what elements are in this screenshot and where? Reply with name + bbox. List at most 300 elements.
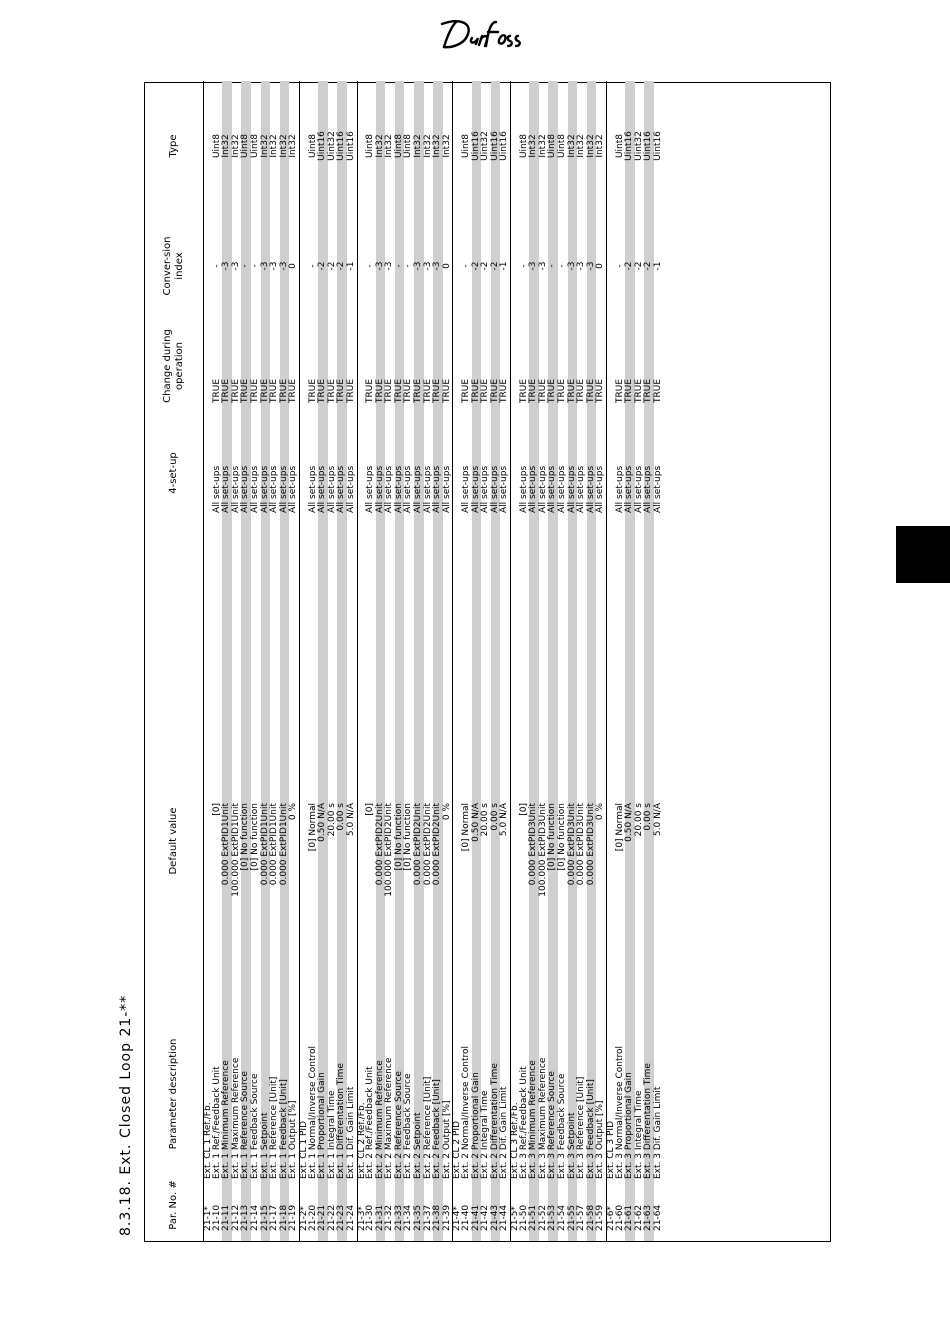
setup-value: All set-ups xyxy=(374,465,385,513)
parameter-description: Ext. 2 Reference [Unit] xyxy=(422,1076,433,1179)
default-value: [0] No function xyxy=(393,803,404,871)
setup-value: All set-ups xyxy=(556,465,567,513)
setup-value: All set-ups xyxy=(499,465,510,513)
setup-value: All set-ups xyxy=(528,465,539,513)
par-number: 21-63 xyxy=(643,1204,654,1231)
table-row xyxy=(539,81,549,1241)
default-value: [0] No function xyxy=(249,803,260,871)
default-value: 0.000 ExtPID3Unit xyxy=(576,803,587,886)
setup-value: All set-ups xyxy=(480,465,491,513)
par-number: 21-31 xyxy=(374,1204,385,1231)
par-number: 21-37 xyxy=(422,1204,433,1231)
par-number: 21-15 xyxy=(259,1204,270,1231)
parameter-description: Ext. 3 Differentation Time xyxy=(643,1063,654,1179)
default-value: 0.000 ExtPID2Unit xyxy=(374,803,385,886)
data-type: Uint8 xyxy=(307,133,318,159)
conversion-index: 0 xyxy=(288,263,299,269)
conversion-index: -3 xyxy=(537,261,548,271)
parameter-description: Ext. 1 Maximum Reference xyxy=(230,1057,241,1179)
setup-value: All set-ups xyxy=(317,465,328,513)
conversion-index: -2 xyxy=(470,261,481,271)
table-row xyxy=(625,81,635,1241)
conversion-index: -3 xyxy=(422,261,433,271)
table-row xyxy=(568,81,578,1241)
parameter-description: Ext. 2 Proportional Gain xyxy=(470,1072,481,1179)
change-during-operation: TRUE xyxy=(432,378,443,403)
setup-value: All set-ups xyxy=(288,465,299,513)
par-number: 21-54 xyxy=(556,1204,567,1231)
parameter-description: Ext. 2 Integral Time xyxy=(480,1090,491,1179)
conversion-index: - xyxy=(556,264,567,268)
parameter-description: Ext. 3 Output [%] xyxy=(595,1100,606,1179)
par-number: 21-3* xyxy=(356,1206,367,1231)
par-number: 21-38 xyxy=(432,1204,443,1231)
table-row xyxy=(424,81,434,1241)
data-type: Int32 xyxy=(595,134,606,158)
par-number: 21-12 xyxy=(230,1204,241,1231)
parameter-description: Ext. CL 2 Ref./Fb. xyxy=(356,1102,367,1179)
data-type: Int32 xyxy=(374,134,385,158)
table-row xyxy=(491,81,501,1241)
change-during-operation: TRUE xyxy=(345,378,356,403)
par-number: 21-30 xyxy=(365,1204,376,1231)
par-number: 21-34 xyxy=(403,1204,414,1231)
conversion-index: -2 xyxy=(633,261,644,271)
change-during-operation: TRUE xyxy=(547,378,558,403)
default-value: 0 % xyxy=(595,803,606,821)
parameter-description: Ext. 2 Output [%] xyxy=(441,1100,452,1179)
par-number: 21-41 xyxy=(470,1204,481,1231)
data-type: Uint16 xyxy=(652,131,663,161)
table-header xyxy=(145,81,203,1241)
header-default-value: Default value xyxy=(168,807,179,875)
default-value: [0] xyxy=(365,803,376,816)
parameter-description: Ext. 2 Maximum Reference xyxy=(384,1057,395,1179)
setup-value: All set-ups xyxy=(432,465,443,513)
table-row xyxy=(596,81,606,1241)
chapter-tab xyxy=(896,526,950,583)
default-value: 0.00 s xyxy=(643,803,654,831)
parameter-description: Ext. 3 Reference [Unit] xyxy=(576,1076,587,1179)
setup-value: All set-ups xyxy=(633,465,644,513)
data-type: Int32 xyxy=(221,134,232,158)
change-during-operation: TRUE xyxy=(470,378,481,403)
parameter-description: Ext. 2 Minimum Reference xyxy=(374,1060,385,1179)
setup-value: All set-ups xyxy=(643,465,654,513)
table-row xyxy=(433,81,443,1241)
conversion-index: -3 xyxy=(230,261,241,271)
parameter-description: Ext. 1 Output [%] xyxy=(288,1100,299,1179)
par-number: 21-19 xyxy=(288,1204,299,1231)
default-value: 0 % xyxy=(288,803,299,821)
par-number: 21-4* xyxy=(452,1206,463,1231)
table-row xyxy=(644,81,654,1241)
data-type: Uint8 xyxy=(556,133,567,159)
parameter-description: Ext. CL 2 PID xyxy=(452,1120,463,1179)
default-value: 0.50 N/A xyxy=(317,803,328,842)
data-type: Int32 xyxy=(566,134,577,158)
parameter-description: Ext. 3 Feedback [Unit] xyxy=(585,1079,596,1179)
change-during-operation: TRUE xyxy=(576,378,587,403)
conversion-index: -3 xyxy=(278,261,289,271)
data-type: Int32 xyxy=(585,134,596,158)
data-type: Uint8 xyxy=(240,133,251,159)
table-row xyxy=(241,81,251,1241)
par-number: 21-2* xyxy=(298,1206,309,1231)
change-during-operation: TRUE xyxy=(384,378,395,403)
conversion-index: - xyxy=(461,264,472,268)
default-value: 0.50 N/A xyxy=(624,803,635,842)
par-number: 21-33 xyxy=(393,1204,404,1231)
table-row xyxy=(289,81,299,1241)
change-during-operation: TRUE xyxy=(518,378,529,403)
parameter-description: Ext. 3 Dif. Gain Limit xyxy=(652,1086,663,1179)
parameter-description: Ext. 3 Integral Time xyxy=(633,1090,644,1179)
par-number: 21-42 xyxy=(480,1204,491,1231)
conversion-index: - xyxy=(547,264,558,268)
parameter-description: Ext. 1 Reference Source xyxy=(240,1071,251,1179)
data-type: Uint16 xyxy=(336,131,347,161)
change-during-operation: TRUE xyxy=(556,378,567,403)
conversion-index: - xyxy=(307,264,318,268)
par-number: 21-18 xyxy=(278,1204,289,1231)
default-value: [0] No function xyxy=(556,803,567,871)
change-during-operation: TRUE xyxy=(624,378,635,403)
table-row xyxy=(309,81,319,1241)
data-type: Uint8 xyxy=(461,133,472,159)
data-type: Uint8 xyxy=(365,133,376,159)
conversion-index: -2 xyxy=(489,261,500,271)
header-conversion-index: Conver-sion index xyxy=(162,236,185,296)
setup-value: All set-ups xyxy=(547,465,558,513)
setup-value: All set-ups xyxy=(307,465,318,513)
change-during-operation: TRUE xyxy=(480,378,491,403)
default-value: 0.00 s xyxy=(489,803,500,831)
conversion-index: -1 xyxy=(345,261,356,271)
parameter-description: Ext. 3 Maximum Reference xyxy=(537,1057,548,1179)
data-type: Uint32 xyxy=(633,131,644,161)
default-value: 100.000 ExtPID1Unit xyxy=(230,803,241,897)
rotated-page-content xyxy=(118,72,838,1242)
data-type: Int32 xyxy=(432,134,443,158)
conversion-index: - xyxy=(614,264,625,268)
par-number: 21-43 xyxy=(489,1204,500,1231)
par-number: 21-51 xyxy=(528,1204,539,1231)
data-type: Int32 xyxy=(441,134,452,158)
par-number: 21-32 xyxy=(384,1204,395,1231)
change-during-operation: TRUE xyxy=(489,378,500,403)
parameter-description: Ext. 2 Setpoint xyxy=(413,1112,424,1179)
default-value: [0] No function xyxy=(240,803,251,871)
default-value: 100.000 ExtPID2Unit xyxy=(384,803,395,897)
data-type: Int32 xyxy=(384,134,395,158)
setup-value: All set-ups xyxy=(470,465,481,513)
setup-value: All set-ups xyxy=(240,465,251,513)
table-row xyxy=(616,81,626,1241)
default-value: [0] Normal xyxy=(307,803,318,852)
default-value: 20.00 s xyxy=(480,803,491,837)
par-number: 21-60 xyxy=(614,1204,625,1231)
change-during-operation: TRUE xyxy=(633,378,644,403)
par-number: 21-50 xyxy=(518,1204,529,1231)
conversion-index: - xyxy=(403,264,414,268)
conversion-index: -3 xyxy=(528,261,539,271)
change-during-operation: TRUE xyxy=(259,378,270,403)
conversion-index: -1 xyxy=(652,261,663,271)
change-during-operation: TRUE xyxy=(240,378,251,403)
data-type: Int32 xyxy=(259,134,270,158)
change-during-operation: TRUE xyxy=(221,378,232,403)
parameter-description: Ext. 1 Integral Time xyxy=(326,1090,337,1179)
default-value: 0 % xyxy=(441,803,452,821)
par-number: 21-22 xyxy=(326,1204,337,1231)
default-value: 5.0 N/A xyxy=(652,803,663,837)
default-value: [0] No function xyxy=(547,803,558,871)
parameter-table xyxy=(144,82,831,1242)
change-during-operation: TRUE xyxy=(595,378,606,403)
table-row xyxy=(548,81,558,1241)
table-row xyxy=(251,81,261,1241)
change-during-operation: TRUE xyxy=(249,378,260,403)
parameter-description: Ext. 1 Differentation Time xyxy=(336,1063,347,1179)
setup-value: All set-ups xyxy=(249,465,260,513)
data-type: Int32 xyxy=(288,134,299,158)
par-number: 21-55 xyxy=(566,1204,577,1231)
par-number: 21-59 xyxy=(595,1204,606,1231)
change-during-operation: TRUE xyxy=(422,378,433,403)
data-type: Uint8 xyxy=(614,133,625,159)
default-value: 0.50 N/A xyxy=(470,803,481,842)
setup-value: All set-ups xyxy=(269,465,280,513)
setup-value: All set-ups xyxy=(345,465,356,513)
table-row xyxy=(462,81,472,1241)
setup-value: All set-ups xyxy=(221,465,232,513)
data-type: Int32 xyxy=(576,134,587,158)
table-row xyxy=(443,81,453,1241)
parameter-description: Ext. 2 Reference Source xyxy=(393,1071,404,1179)
setup-value: All set-ups xyxy=(566,465,577,513)
par-number: 21-35 xyxy=(413,1204,424,1231)
parameter-description: Ext. 1 Feedback [Unit] xyxy=(278,1079,289,1179)
data-type: Int32 xyxy=(413,134,424,158)
par-number: 21-24 xyxy=(345,1204,356,1231)
conversion-index: - xyxy=(518,264,529,268)
default-value: 0.000 ExtPID1Unit xyxy=(269,803,280,886)
default-value: 5.0 N/A xyxy=(499,803,510,837)
data-type: Uint8 xyxy=(518,133,529,159)
default-value: [0] xyxy=(211,803,222,816)
setup-value: All set-ups xyxy=(461,465,472,513)
data-type: Uint16 xyxy=(624,131,635,161)
par-number: 21-14 xyxy=(249,1204,260,1231)
change-during-operation: TRUE xyxy=(365,378,376,403)
conversion-index: -3 xyxy=(259,261,270,271)
change-during-operation: TRUE xyxy=(499,378,510,403)
table-row xyxy=(500,81,510,1241)
conversion-index: - xyxy=(365,264,376,268)
conversion-index: -3 xyxy=(432,261,443,271)
setup-value: All set-ups xyxy=(537,465,548,513)
setup-value: All set-ups xyxy=(489,465,500,513)
data-type: Uint16 xyxy=(345,131,356,161)
setup-value: All set-ups xyxy=(211,465,222,513)
setup-value: All set-ups xyxy=(413,465,424,513)
parameter-description: Ext. 2 Feedback Source xyxy=(403,1073,414,1179)
conversion-index: - xyxy=(240,264,251,268)
default-value: 20.00 s xyxy=(633,803,644,837)
setup-value: All set-ups xyxy=(624,465,635,513)
table-row xyxy=(347,81,357,1241)
data-type: Uint16 xyxy=(489,131,500,161)
parameter-description: Ext. 3 Minimum Reference xyxy=(528,1060,539,1179)
table-row xyxy=(577,81,587,1241)
change-during-operation: TRUE xyxy=(643,378,654,403)
parameter-description: Ext. 3 Feedback Source xyxy=(556,1073,567,1179)
parameter-description: Ext. CL 1 Ref./Fb. xyxy=(203,1102,213,1179)
table-row xyxy=(395,81,405,1241)
data-type: Int32 xyxy=(269,134,280,158)
setup-value: All set-ups xyxy=(365,465,376,513)
change-during-operation: TRUE xyxy=(278,378,289,403)
par-number: 21-61 xyxy=(624,1204,635,1231)
data-type: Uint8 xyxy=(211,133,222,159)
conversion-index: 0 xyxy=(441,263,452,269)
setup-value: All set-ups xyxy=(576,465,587,513)
parameter-description: Ext. CL 3 Ref./Fb. xyxy=(510,1102,520,1179)
conversion-index: - xyxy=(393,264,404,268)
parameter-description: Ext. 3 Setpoint xyxy=(566,1112,577,1179)
data-type: Uint8 xyxy=(547,133,558,159)
conversion-index: -3 xyxy=(374,261,385,271)
change-during-operation: TRUE xyxy=(307,378,318,403)
change-during-operation: TRUE xyxy=(614,378,625,403)
table-row xyxy=(232,81,242,1241)
change-during-operation: TRUE xyxy=(441,378,452,403)
parameter-description: Ext. 2 Differentation Time xyxy=(489,1063,500,1179)
par-number: 21-10 xyxy=(211,1204,222,1231)
setup-value: All set-ups xyxy=(336,465,347,513)
change-during-operation: TRUE xyxy=(269,378,280,403)
default-value: 0.000 ExtPID2Unit xyxy=(413,803,424,886)
par-number: 21-62 xyxy=(633,1204,644,1231)
section-title: 8.3.18. Ext. Closed Loop 21-** xyxy=(118,994,134,1236)
change-during-operation: TRUE xyxy=(566,378,577,403)
par-number: 21-64 xyxy=(652,1204,663,1231)
change-during-operation: TRUE xyxy=(317,378,328,403)
parameter-description: Ext. 1 Minimum Reference xyxy=(221,1060,232,1179)
default-value: 0.000 ExtPID1Unit xyxy=(259,803,270,886)
table-row xyxy=(404,81,414,1241)
conversion-index: -3 xyxy=(585,261,596,271)
setup-value: All set-ups xyxy=(652,465,663,513)
data-type: Uint8 xyxy=(393,133,404,159)
change-during-operation: TRUE xyxy=(528,378,539,403)
setup-value: All set-ups xyxy=(518,465,529,513)
setup-value: All set-ups xyxy=(595,465,606,513)
change-during-operation: TRUE xyxy=(288,378,299,403)
parameter-description: Ext. 3 Reference Source xyxy=(547,1071,558,1179)
table-row xyxy=(414,81,424,1241)
parameter-description: Ext. 1 Ref./Feedback Unit xyxy=(211,1066,222,1179)
conversion-index: -3 xyxy=(384,261,395,271)
change-during-operation: TRUE xyxy=(537,378,548,403)
table-row xyxy=(385,81,395,1241)
table-row xyxy=(654,81,664,1241)
change-during-operation: TRUE xyxy=(374,378,385,403)
conversion-index: -1 xyxy=(499,261,510,271)
par-number: 21-21 xyxy=(317,1204,328,1231)
parameter-description: Ext. 2 Feedback [Unit] xyxy=(432,1079,443,1179)
par-number: 21-20 xyxy=(307,1204,318,1231)
data-type: Uint16 xyxy=(317,131,328,161)
default-value: 0.000 ExtPID3Unit xyxy=(585,803,596,886)
setup-value: All set-ups xyxy=(278,465,289,513)
par-number: 21-53 xyxy=(547,1204,558,1231)
setup-value: All set-ups xyxy=(422,465,433,513)
par-number: 21-44 xyxy=(499,1204,510,1231)
default-value: 0.000 ExtPID1Unit xyxy=(221,803,232,886)
conversion-index: 0 xyxy=(595,263,606,269)
setup-value: All set-ups xyxy=(230,465,241,513)
conversion-index: -2 xyxy=(480,261,491,271)
table-row xyxy=(587,81,597,1241)
parameter-description: Ext. 3 Proportional Gain xyxy=(624,1072,635,1179)
conversion-index: -3 xyxy=(269,261,280,271)
par-number: 21-57 xyxy=(576,1204,587,1231)
header-setup: 4-set-up xyxy=(168,452,179,494)
conversion-index: -2 xyxy=(317,261,328,271)
table-row xyxy=(280,81,290,1241)
default-value: 0.00 s xyxy=(336,803,347,831)
data-type: Uint16 xyxy=(470,131,481,161)
data-type: Uint16 xyxy=(499,131,510,161)
change-during-operation: TRUE xyxy=(413,378,424,403)
danfoss-logo xyxy=(438,14,530,54)
change-during-operation: TRUE xyxy=(652,378,663,403)
data-type: Uint32 xyxy=(480,131,491,161)
parameter-description: Ext. 1 Reference [Unit] xyxy=(269,1076,280,1179)
header-type: Type xyxy=(168,134,179,158)
parameter-description: Ext. 3 Ref./Feedback Unit xyxy=(518,1066,529,1179)
setup-value: All set-ups xyxy=(393,465,404,513)
default-value: 0.000 ExtPID2Unit xyxy=(422,803,433,886)
data-type: Uint8 xyxy=(403,133,414,159)
par-number: 21-23 xyxy=(336,1204,347,1231)
default-value: [0] xyxy=(518,803,529,816)
conversion-index: - xyxy=(249,264,260,268)
par-number: 21-40 xyxy=(461,1204,472,1231)
data-type: Int32 xyxy=(230,134,241,158)
parameter-description: Ext. 3 Normal/Inverse Control xyxy=(614,1046,625,1179)
table-row xyxy=(270,81,280,1241)
setup-value: All set-ups xyxy=(614,465,625,513)
default-value: 0.000 ExtPID3Unit xyxy=(566,803,577,886)
table-row xyxy=(337,81,347,1241)
setup-value: All set-ups xyxy=(326,465,337,513)
table-row xyxy=(558,81,568,1241)
default-value: [0] Normal xyxy=(461,803,472,852)
conversion-index: -2 xyxy=(336,261,347,271)
header-change-during-operation: Change during operation xyxy=(162,329,185,403)
par-number: 21-52 xyxy=(537,1204,548,1231)
par-number: 21-13 xyxy=(240,1204,251,1231)
data-type: Int32 xyxy=(422,134,433,158)
par-number: 21-11 xyxy=(221,1204,232,1231)
table-row xyxy=(318,81,328,1241)
table-row xyxy=(472,81,482,1241)
table-row xyxy=(261,81,271,1241)
change-during-operation: TRUE xyxy=(326,378,337,403)
